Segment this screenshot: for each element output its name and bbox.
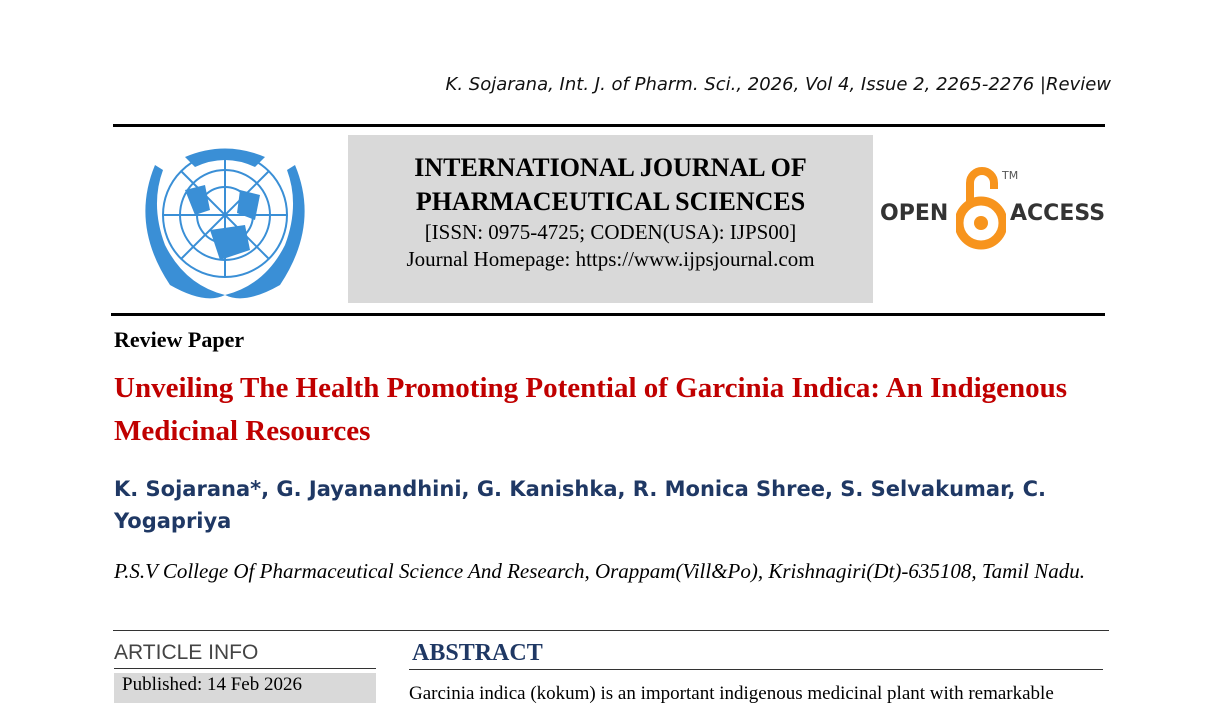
banner-bottom-rule: [111, 313, 1105, 316]
open-access-text-left: OPEN: [880, 201, 949, 226]
abstract-heading: ABSTRACT: [412, 640, 543, 666]
journal-homepage[interactable]: Journal Homepage: https://www.ijpsjournal.com: [406, 247, 815, 271]
citation-header: K. Sojarana, Int. J. of Pharm. Sci., 2026, Vol 4, Issue 2, 2265-2276 |Review: [445, 74, 1111, 95]
trademark: TM: [1002, 169, 1019, 182]
published-date: Published: 14 Feb 2026: [114, 673, 376, 703]
abstract-rule: [409, 669, 1103, 670]
paper-title: Unveiling The Health Promoting Potential of Garcinia Indica: An Indigenous Medicinal Resources: [114, 372, 1068, 447]
top-rule: [113, 124, 1105, 127]
open-lock-icon: [956, 165, 1006, 250]
paper-type: Review Paper: [114, 327, 245, 352]
journal-name-line2: PHARMACEUTICAL SCIENCES: [415, 187, 806, 216]
journal-logo-emblem-icon: [125, 135, 325, 305]
abstract-text: Garcinia indica (kokum) is an important indigenous medicinal plant with remarkable: [409, 683, 1054, 704]
open-access-logo: [880, 165, 1110, 255]
journal-issn: [ISSN: 0975-4725; CODEN(USA): IJPS00]: [424, 220, 797, 244]
journal-banner: [348, 135, 873, 303]
paper-authors: K. Sojarana*, G. Jayanandhini, G. Kanishka, R. Monica Shree, S. Selvakumar, C. Yogapriya: [114, 477, 1047, 533]
journal-name-line1: INTERNATIONAL JOURNAL OF: [414, 153, 807, 182]
article-info-heading: ARTICLE INFO: [114, 641, 259, 664]
paper-affiliation: P.S.V College Of Pharmaceutical Science And Research, Orappam(Vill&Po), Krishnagiri(Dt)-635108, Tamil Nadu.: [114, 559, 1085, 583]
open-access-text-right: ACCESS: [1010, 201, 1106, 226]
section-rule: [113, 630, 1109, 631]
article-info-rule: [114, 668, 376, 669]
